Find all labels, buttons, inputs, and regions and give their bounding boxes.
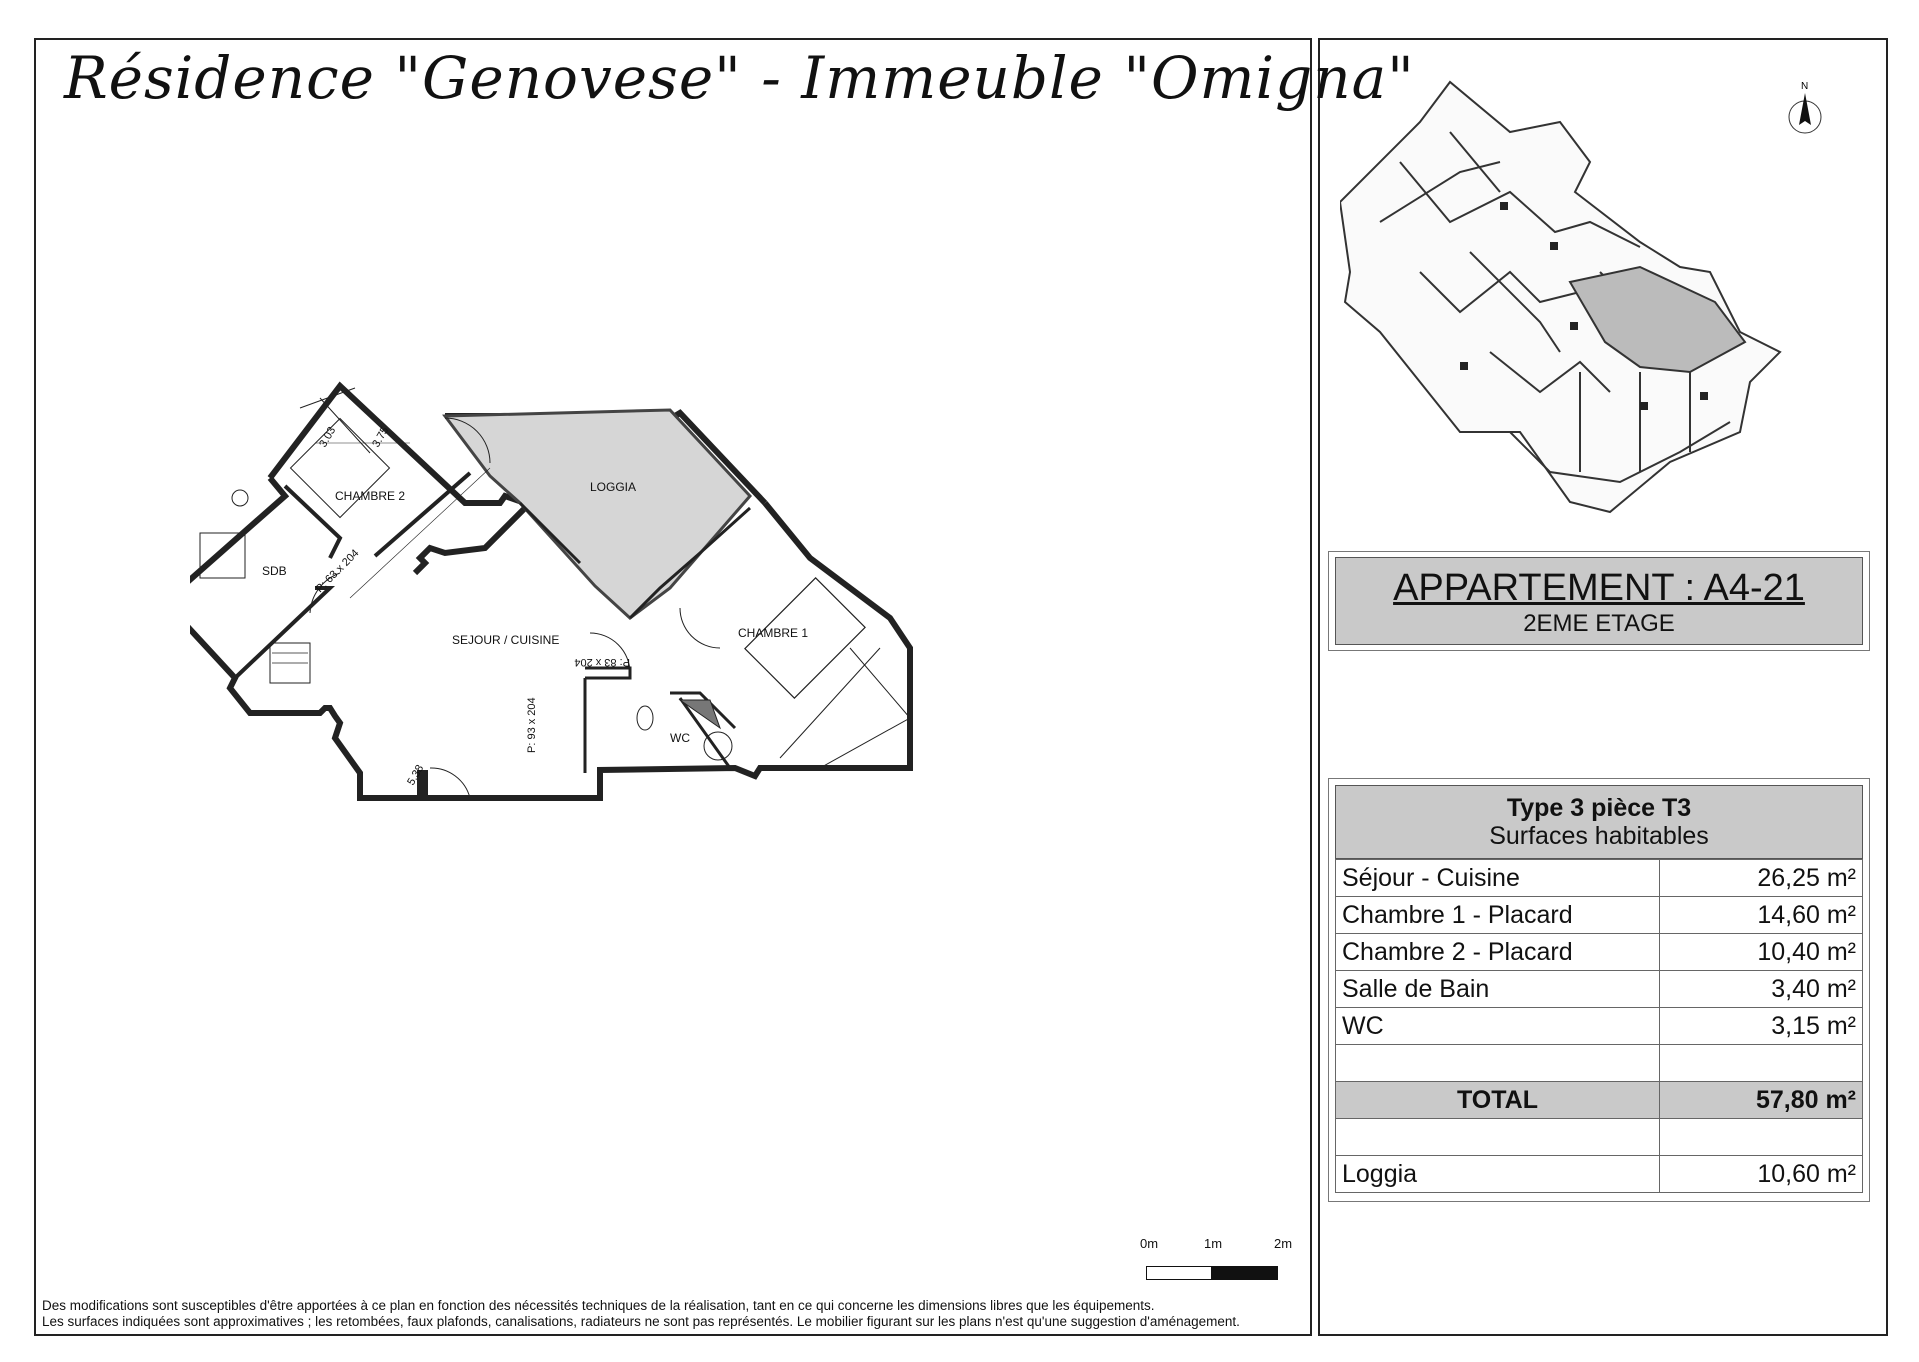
room-sejour: SEJOUR / CUISINE [452,633,560,647]
surfaces-table [1335,859,1863,1193]
row-value: 3,40 m² [1660,971,1863,1008]
document-title: Résidence "Genovese" - Immeuble "Omigna" [64,44,1415,112]
row-label: WC [1336,1008,1660,1045]
total-value: 57,80 m² [1660,1082,1863,1119]
scale-label-1: 1m [1204,1236,1223,1251]
dimension-2: 3.75 [370,424,392,450]
apartment-type: Type 3 pièce T3 [1506,794,1692,822]
surfaces-subtitle: Surfaces habitables [1489,822,1709,850]
room-wc: WC [670,731,690,745]
row-label: Salle de Bain [1336,971,1660,1008]
footnotes [42,1298,1240,1330]
scale-label-0: 0m [1140,1236,1159,1251]
apartment-box [1328,551,1870,651]
total-row [1336,1082,1863,1119]
table-row [1336,860,1863,897]
scale-bar [1140,1236,1293,1286]
loggia-label: Loggia [1336,1156,1660,1193]
north-arrow [1789,81,1821,133]
room-sdb: SDB [262,564,287,578]
room-chambre1: CHAMBRE 1 [738,626,809,640]
empty-cell [1660,1045,1863,1082]
row-label: Chambre 1 - Placard [1336,897,1660,934]
building-key-plan [1340,72,1880,522]
empty-row [1336,1119,1863,1156]
table-row [1336,1008,1863,1045]
surfaces-header [1335,785,1863,859]
table-row [1336,934,1863,971]
table-row [1336,971,1863,1008]
row-label: Chambre 2 - Placard [1336,934,1660,971]
row-value: 26,25 m² [1660,860,1863,897]
apartment-title: APPARTEMENT : A4-21 [1393,567,1805,609]
loggia-row [1336,1156,1863,1193]
loggia-value: 10,60 m² [1660,1156,1863,1193]
dimension-3: 5.38 [405,762,427,788]
room-chambre2: CHAMBRE 2 [335,489,406,503]
surfaces-box [1328,778,1870,1202]
total-label: TOTAL [1336,1082,1660,1119]
apartment-header [1335,557,1863,645]
apartment-floor: 2EME ETAGE [1523,610,1675,637]
door-tag-3: P: 93 x 204 [526,697,538,753]
scale-label-2: 2m [1274,1236,1293,1251]
empty-cell [1336,1045,1660,1082]
door-tag-2: P: 63 x 204 [313,547,362,596]
room-loggia: LOGGIA [590,480,637,494]
door-tag-1: P: 83 x 204 [574,656,630,668]
north-label: N [1801,81,1809,92]
dimension-1: 3.03 [317,424,339,450]
row-label: Séjour - Cuisine [1336,860,1660,897]
empty-cell [1660,1119,1863,1156]
row-value: 14,60 m² [1660,897,1863,934]
row-value: 3,15 m² [1660,1008,1863,1045]
footnote-line-2: Les surfaces indiquées sont approximatives ; les retombées, faux plafonds, canalisations, radiateurs ne sont pas représentés. Le mobilier figurant sur les plans n'est qu'une suggestion d'aménagement. [42,1314,1240,1329]
scale-black-segment [1212,1266,1278,1280]
floor-plan [190,378,1150,998]
scale-white-segment [1146,1266,1212,1280]
footnote-line-1: Des modifications sont susceptibles d'être apportées à ce plan en fonction des nécessités techniques de la réalisation, tant en ce qui concerne les dimensions libres que les équipements. [42,1298,1155,1313]
table-row [1336,897,1863,934]
row-value: 10,40 m² [1660,934,1863,971]
empty-cell [1336,1119,1660,1156]
empty-row [1336,1045,1863,1082]
